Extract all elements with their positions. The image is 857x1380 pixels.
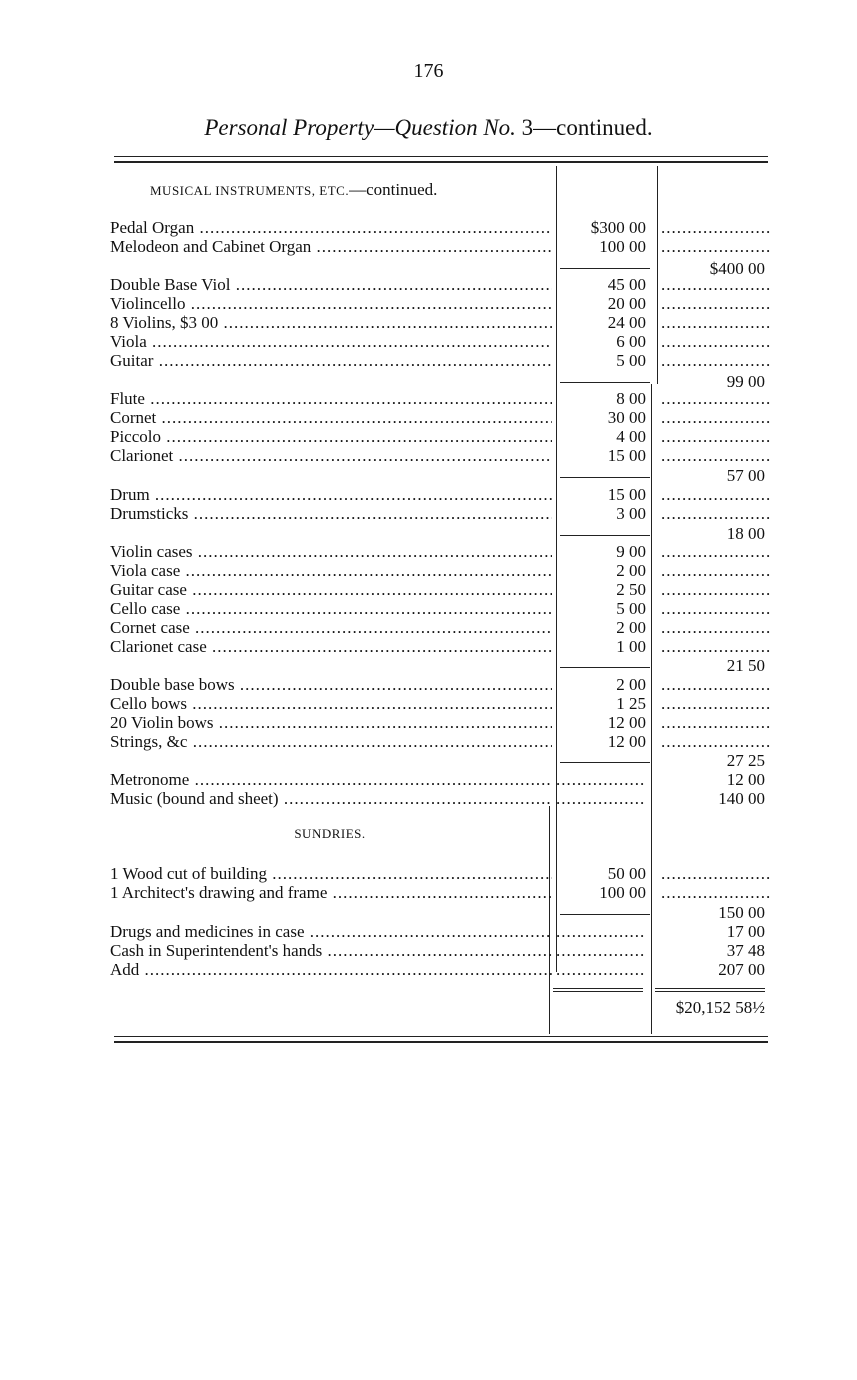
ledger-row: Cash in Superintendent's hands ..... ................. 37 48 — [0, 941, 857, 960]
ledger-row: Clarionet ..... 15 00 ..................... — [0, 446, 857, 465]
ledger-row: Strings, &c ..... 12 00 ..................... — [0, 732, 857, 751]
final-rule-right — [655, 988, 765, 992]
ledger-row: Double base bows ..... 2 00 ..................... — [0, 675, 857, 694]
ledger-row: Clarionet case ..... 1 00 ..................... — [0, 637, 857, 656]
ledger-row: Drumsticks ..... 3 00 ..................... — [0, 504, 857, 523]
ledger-row: Viola case ..... 2 00 ..................... — [0, 561, 857, 580]
ledger-row: 8 Violins, $3 00 ..... 24 00 ..................... — [0, 313, 857, 332]
ledger-row: Cornet ..... 30 00 ..................... — [0, 408, 857, 427]
ledger-row: Piccolo ..... 4 00 ..................... — [0, 427, 857, 446]
ledger-row: Viola ..... 6 00 ..................... — [0, 332, 857, 351]
final-rule-mid — [553, 988, 643, 992]
ledger-row: Cello bows ..... 1 25 ..................... — [0, 694, 857, 713]
subtotal-value: 57 00 — [726, 466, 765, 485]
subtotal-rule — [560, 667, 650, 668]
subtotal-value: 27 25 — [726, 751, 765, 770]
ledger-row: Cornet case ..... 2 00 ..................... — [0, 618, 857, 637]
ledger-row: Metronome ..... ................. 12 00 — [0, 770, 857, 789]
heading-rest: 3—continued. — [515, 115, 653, 140]
top-rule — [114, 156, 768, 163]
section-heading-musical: MUSICAL INSTRUMENTS, ETC.—continued. — [150, 180, 438, 199]
ledger-row: Double Base Viol ..... 45 00 ..................... — [0, 275, 857, 294]
bottom-rule — [114, 1036, 768, 1043]
section-heading-sundries: SUNDRIES. — [294, 826, 366, 841]
ledger-row: Guitar ..... 5 00 ..................... — [0, 351, 857, 370]
ledger-row: Drum ..... 15 00 ..................... — [0, 485, 857, 504]
page-number: 176 — [413, 60, 444, 82]
heading-italic: Personal Property—Question No. — [204, 115, 516, 140]
subtotal-value: 99 00 — [726, 372, 765, 391]
ledger-row: 20 Violin bows ..... 12 00 ..................... — [0, 713, 857, 732]
subtotal-value: 21 50 — [726, 656, 765, 675]
subtotal-rule — [560, 762, 650, 763]
subtotal-value: $400 00 — [709, 259, 765, 278]
ledger-row: 1 Architect's drawing and frame ..... 100 00 ..................... — [0, 883, 857, 902]
ledger-row: Drugs and medicines in case ..... ................. 17 00 — [0, 922, 857, 941]
ledger-row: Melodeon and Cabinet Organ ..... 100 00 ..................... — [0, 237, 857, 256]
subtotal-rule — [560, 914, 650, 915]
ledger-row: Add ..... ................. 207 00 — [0, 960, 857, 979]
subtotal-value: 18 00 — [726, 524, 765, 543]
ledger-row: Pedal Organ ..... $300 00 ..................... — [0, 218, 857, 237]
ledger-row: Flute ..... 8 00 ..................... — [0, 389, 857, 408]
ledger-row: Guitar case ..... 2 50 ..................... — [0, 580, 857, 599]
ledger-row: Cello case ..... 5 00 ..................... — [0, 599, 857, 618]
ledger-row: Music (bound and sheet) ..... ................. 140 00 — [0, 789, 857, 808]
subtotal-value: 150 00 — [718, 903, 765, 922]
subtotal-rule — [560, 382, 650, 383]
subtotal-rule — [560, 535, 650, 536]
page-heading — [0, 115, 857, 141]
ledger-row: Violincello ..... 20 00 ..................... — [0, 294, 857, 313]
ledger-row: Violin cases ..... 9 00 ..................... — [0, 542, 857, 561]
ledger-row: 1 Wood cut of building ..... 50 00 ..................... — [0, 864, 857, 883]
subtotal-rule — [560, 477, 650, 478]
grand-total: $20,152 58½ — [675, 998, 765, 1017]
subtotal-rule — [560, 268, 650, 269]
